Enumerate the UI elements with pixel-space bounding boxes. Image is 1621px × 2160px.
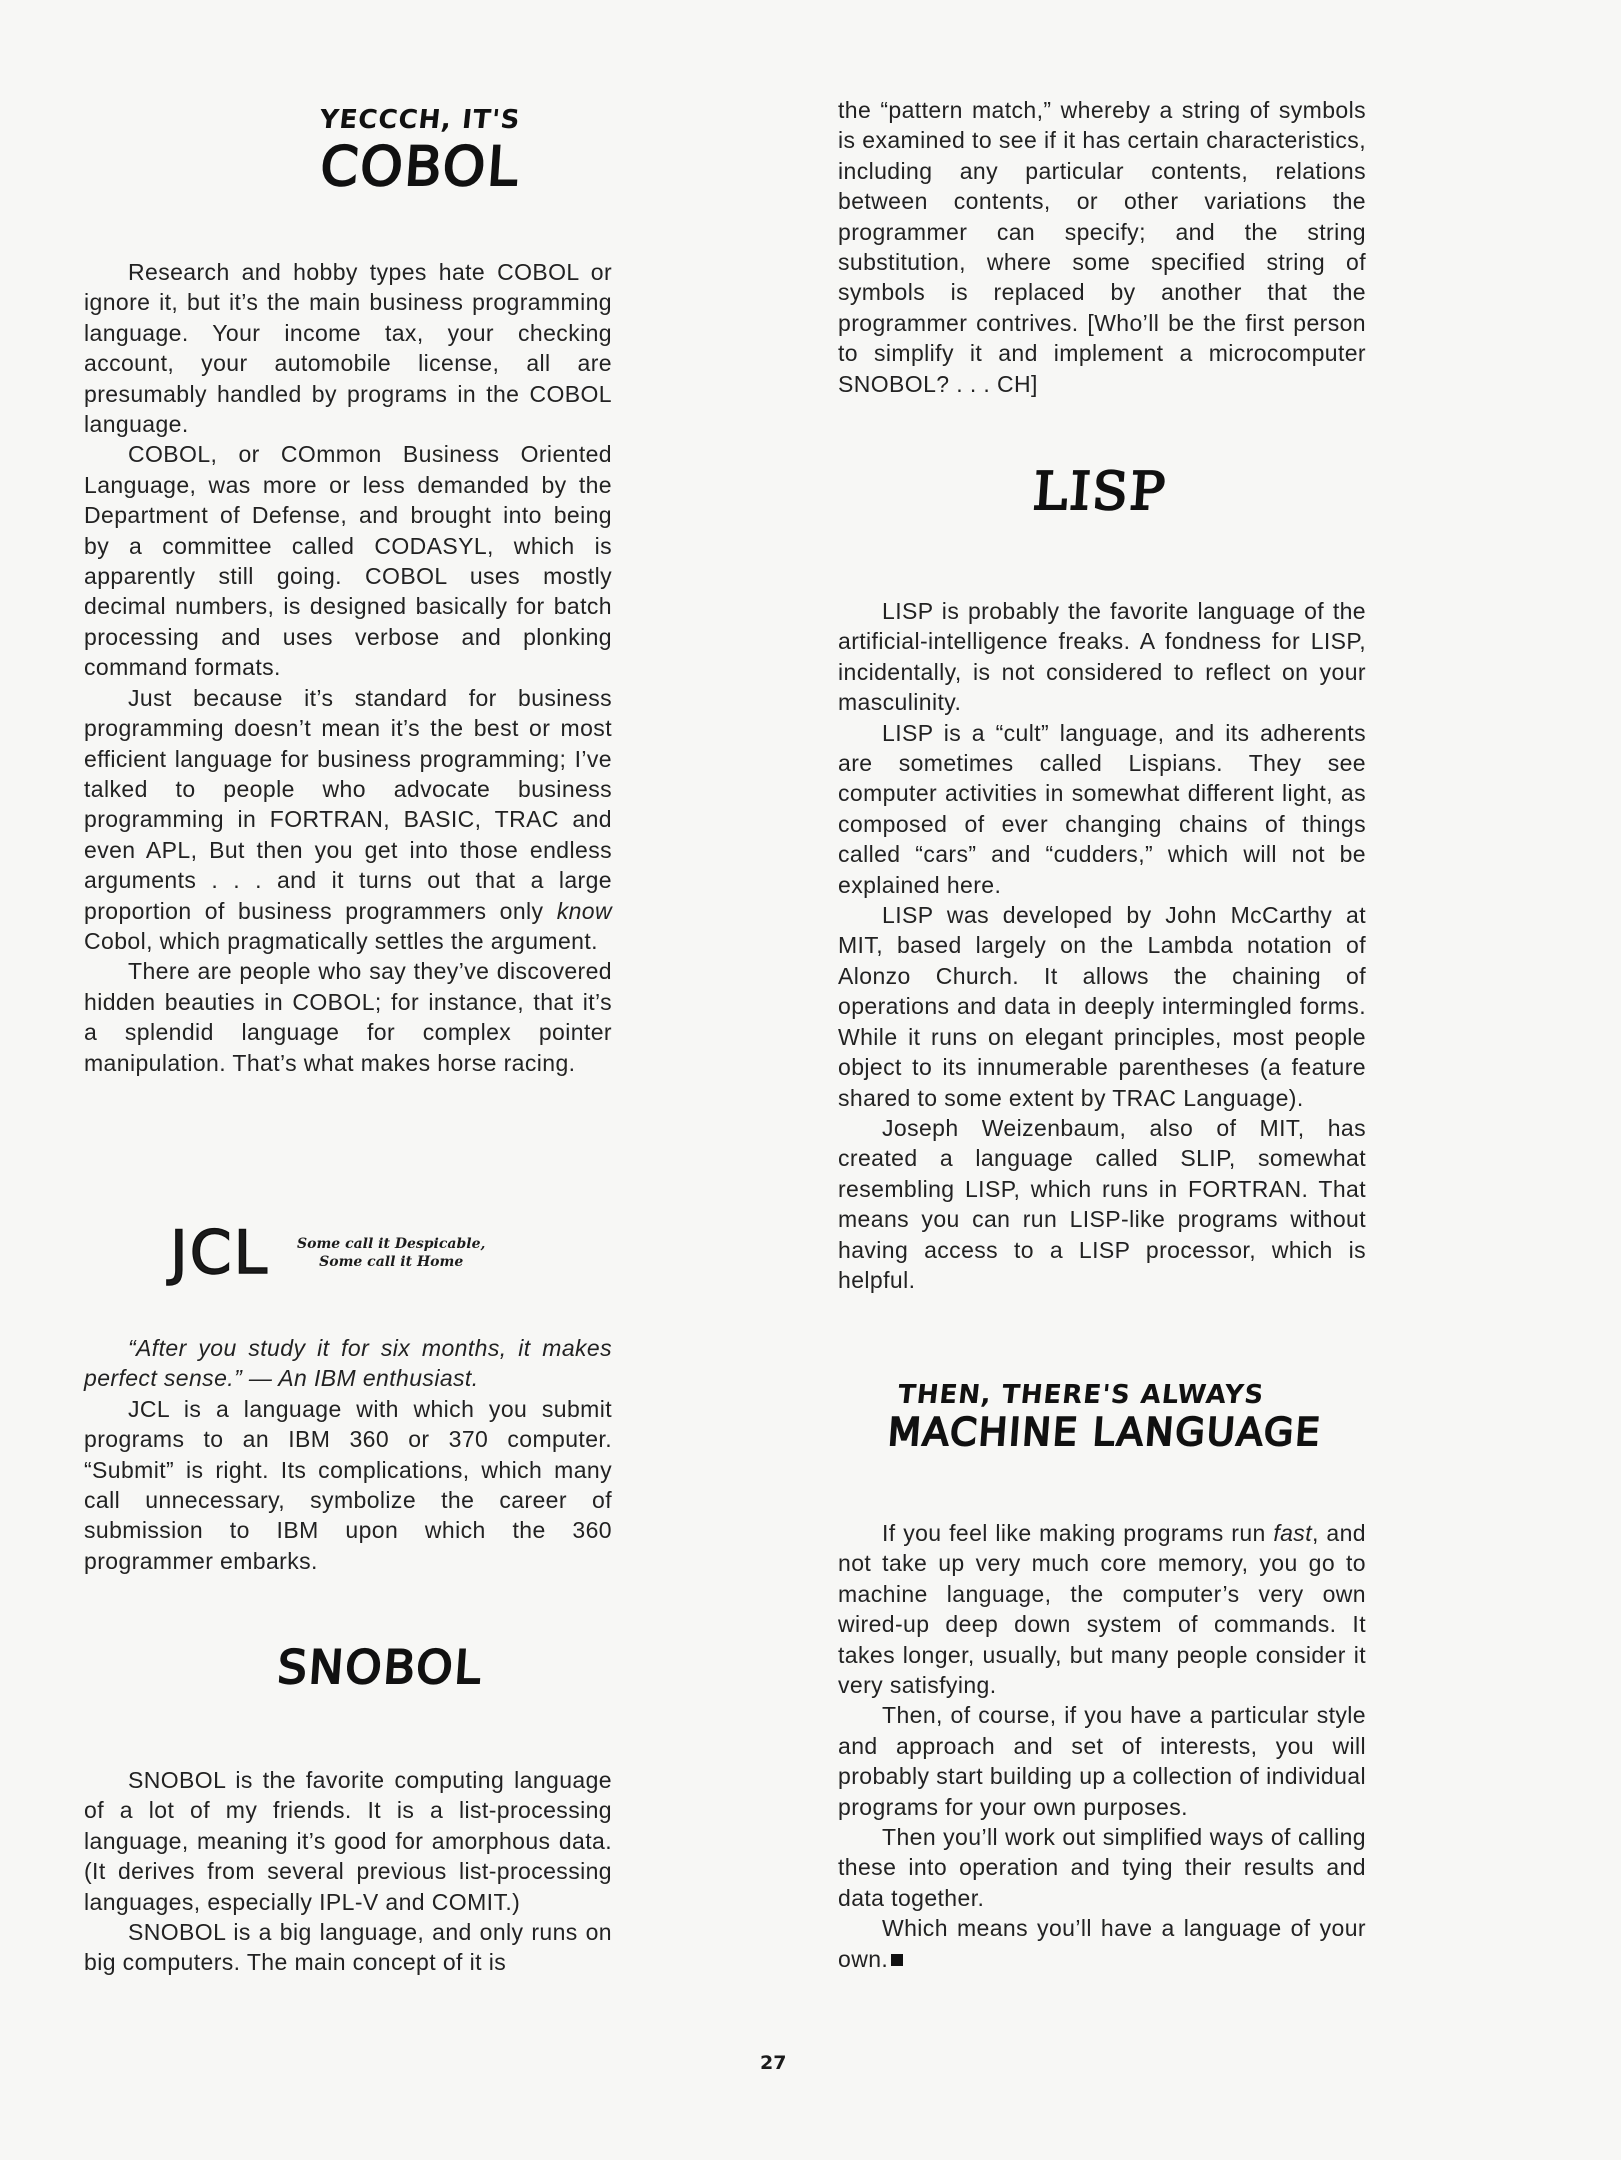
snobol-paragraph: SNOBOL is the favorite computing language of a lot of my friends. It is a list-processing language, meaning it’s good for amorphous data. (It derives from several previous list-processing languages, especially IPL-V and COMIT.): [84, 1767, 612, 1915]
machine-p1-tail: , and not take up very much core memory, you go to machine language, the computer’s very own wired-up deep down system of commands. It takes longer, usually, but many people consider it very satisfying.: [838, 1520, 1366, 1699]
jcl-paragraph: JCL is a language with which you submit programs to an IBM 360 or 370 computer. “Submit” is right. Its complications, which many call unnecessary, symbolize the career of submission to IBM upon which the 360 programmer embarks.: [84, 1395, 612, 1574]
lisp-paragraph: Joseph Weizenbaum, also of MIT, has created a language called SLIP, somewhat resembling LISP, which runs in FORTRAN. That means you can run LISP-like programs without having access to a LISP processor, which is helpful.: [838, 1114, 1366, 1293]
jcl-heading: [170, 1218, 485, 1288]
jcl-note-line2: Some call it Home: [319, 1254, 464, 1270]
cobol-body: [84, 257, 612, 1078]
cobol-paragraph: Research and hobby types hate COBOL or ignore it, but it’s the main business programming language. Your income tax, your checking account, your automobile license, all are presumably handled by programs in the COBOL language.: [84, 259, 612, 438]
machine-paragraph: [838, 1518, 1366, 1700]
machine-paragraph: Then, of course, if you have a particular style and approach and set of interests, you will probably start building up a collection of individual programs for your own purposes.: [838, 1702, 1366, 1820]
snobol-continued: [838, 95, 1366, 399]
snobol-paragraph: SNOBOL is a big language, and only runs on big computers. The main concept of it is: [84, 1919, 612, 1976]
cobol-paragraph-text: Just because it’s standard for business programming doesn’t mean it’s the best or most efficient language for business programming; I’ve talked to people who advocate business programming in FORTRAN, BASIC, TRAC and even APL, But then you get into those endless arguments . . . and it turns out that a large proportion of business programmers only: [84, 684, 612, 924]
cobol-paragraph: [84, 683, 612, 957]
jcl-note-line1: Some call it Despicable,: [297, 1236, 486, 1252]
machine-p1-head: If you feel like making programs run: [882, 1520, 1274, 1546]
snobol-heading-big: SNOBOL: [275, 1640, 485, 1694]
lisp-heading-big: LISP: [1031, 462, 1169, 522]
lisp-paragraph: LISP was developed by John McCarthy at MIT, based largely on the Lambda notation of Alonzo Church. It allows the chaining of operations and data in deeply intermingled forms. While it runs on elegant principles, most people object to its innumerable parentheses (a feature shared to some extent by TRAC Language).: [838, 902, 1366, 1111]
machine-language-heading: [860, 1380, 1340, 1454]
machine-final-text: Which means you’ll have a language of your own.: [838, 1915, 1366, 1972]
snobol-continued-paragraph: the “pattern match,” whereby a string of symbols is examined to see if it has certain characteristics, including any particular contents, relations between contents, or other variations the programmer can specify; and the string substitution, where some specified string of symbols is replaced by another that the programmer contrives. [Who’ll be the first person to simplify it and implement a microcomputer SNOBOL? . . . CH]: [838, 97, 1366, 397]
machine-paragraph: Then you’ll work out simplified ways of calling these into operation and tying their results and data together.: [838, 1824, 1366, 1911]
cobol-paragraph-tail: Cobol, which pragmatically settles the argument.: [84, 927, 598, 954]
jcl-quote: “After you study it for six months, it makes perfect sense.” — An IBM enthusiast.: [84, 1335, 612, 1392]
cobol-paragraph: COBOL, or COmmon Business Oriented Language, was more or less demanded by the Department of Defense, and brought into being by a committee called CODASYL, which is apparently still going. COBOL uses mostly decimal numbers, is designed basically for batch processing and uses verbose and plonking command formats.: [84, 441, 612, 681]
snobol-body: [84, 1765, 612, 1978]
emphasis-fast: fast: [1273, 1520, 1312, 1546]
cobol-heading-small: YECCCH, IT'S: [318, 105, 522, 135]
snobol-heading: [200, 1640, 560, 1694]
page-number: 27: [760, 2052, 787, 2074]
lisp-paragraph: LISP is a “cult” language, and its adherents are sometimes called Lispians. They see computer activities in somewhat different light, as composed of ever changing chains of things called “cars” and “cudders,” which will not be explained here.: [838, 719, 1366, 898]
cobol-heading: [230, 105, 610, 198]
machine-body: [838, 1518, 1366, 1974]
emphasis-know: know: [556, 897, 612, 924]
cobol-paragraph: There are people who say they’ve discovered hidden beauties in COBOL; for instance, that it’s a splendid language for complex pointer manipulation. That’s what makes horse racing.: [84, 958, 612, 1076]
jcl-heading-big: JCL: [170, 1218, 270, 1288]
machine-heading-small: THEN, THERE'S ALWAYS: [896, 1380, 1266, 1410]
lisp-paragraph: LISP is probably the favorite language of the artificial-intelligence freaks. A fondness for LISP, incidentally, is not considered to reflect on your masculinity.: [838, 598, 1366, 716]
end-mark-icon: [891, 1954, 903, 1966]
lisp-body: [838, 596, 1366, 1295]
jcl-heading-note: [297, 1235, 485, 1271]
lisp-heading: [900, 462, 1300, 522]
cobol-heading-big: COBOL: [318, 135, 522, 198]
jcl-body: [84, 1333, 612, 1576]
machine-heading-big: MACHINE LANGUAGE: [886, 1410, 1323, 1454]
machine-paragraph: [838, 1913, 1366, 1974]
